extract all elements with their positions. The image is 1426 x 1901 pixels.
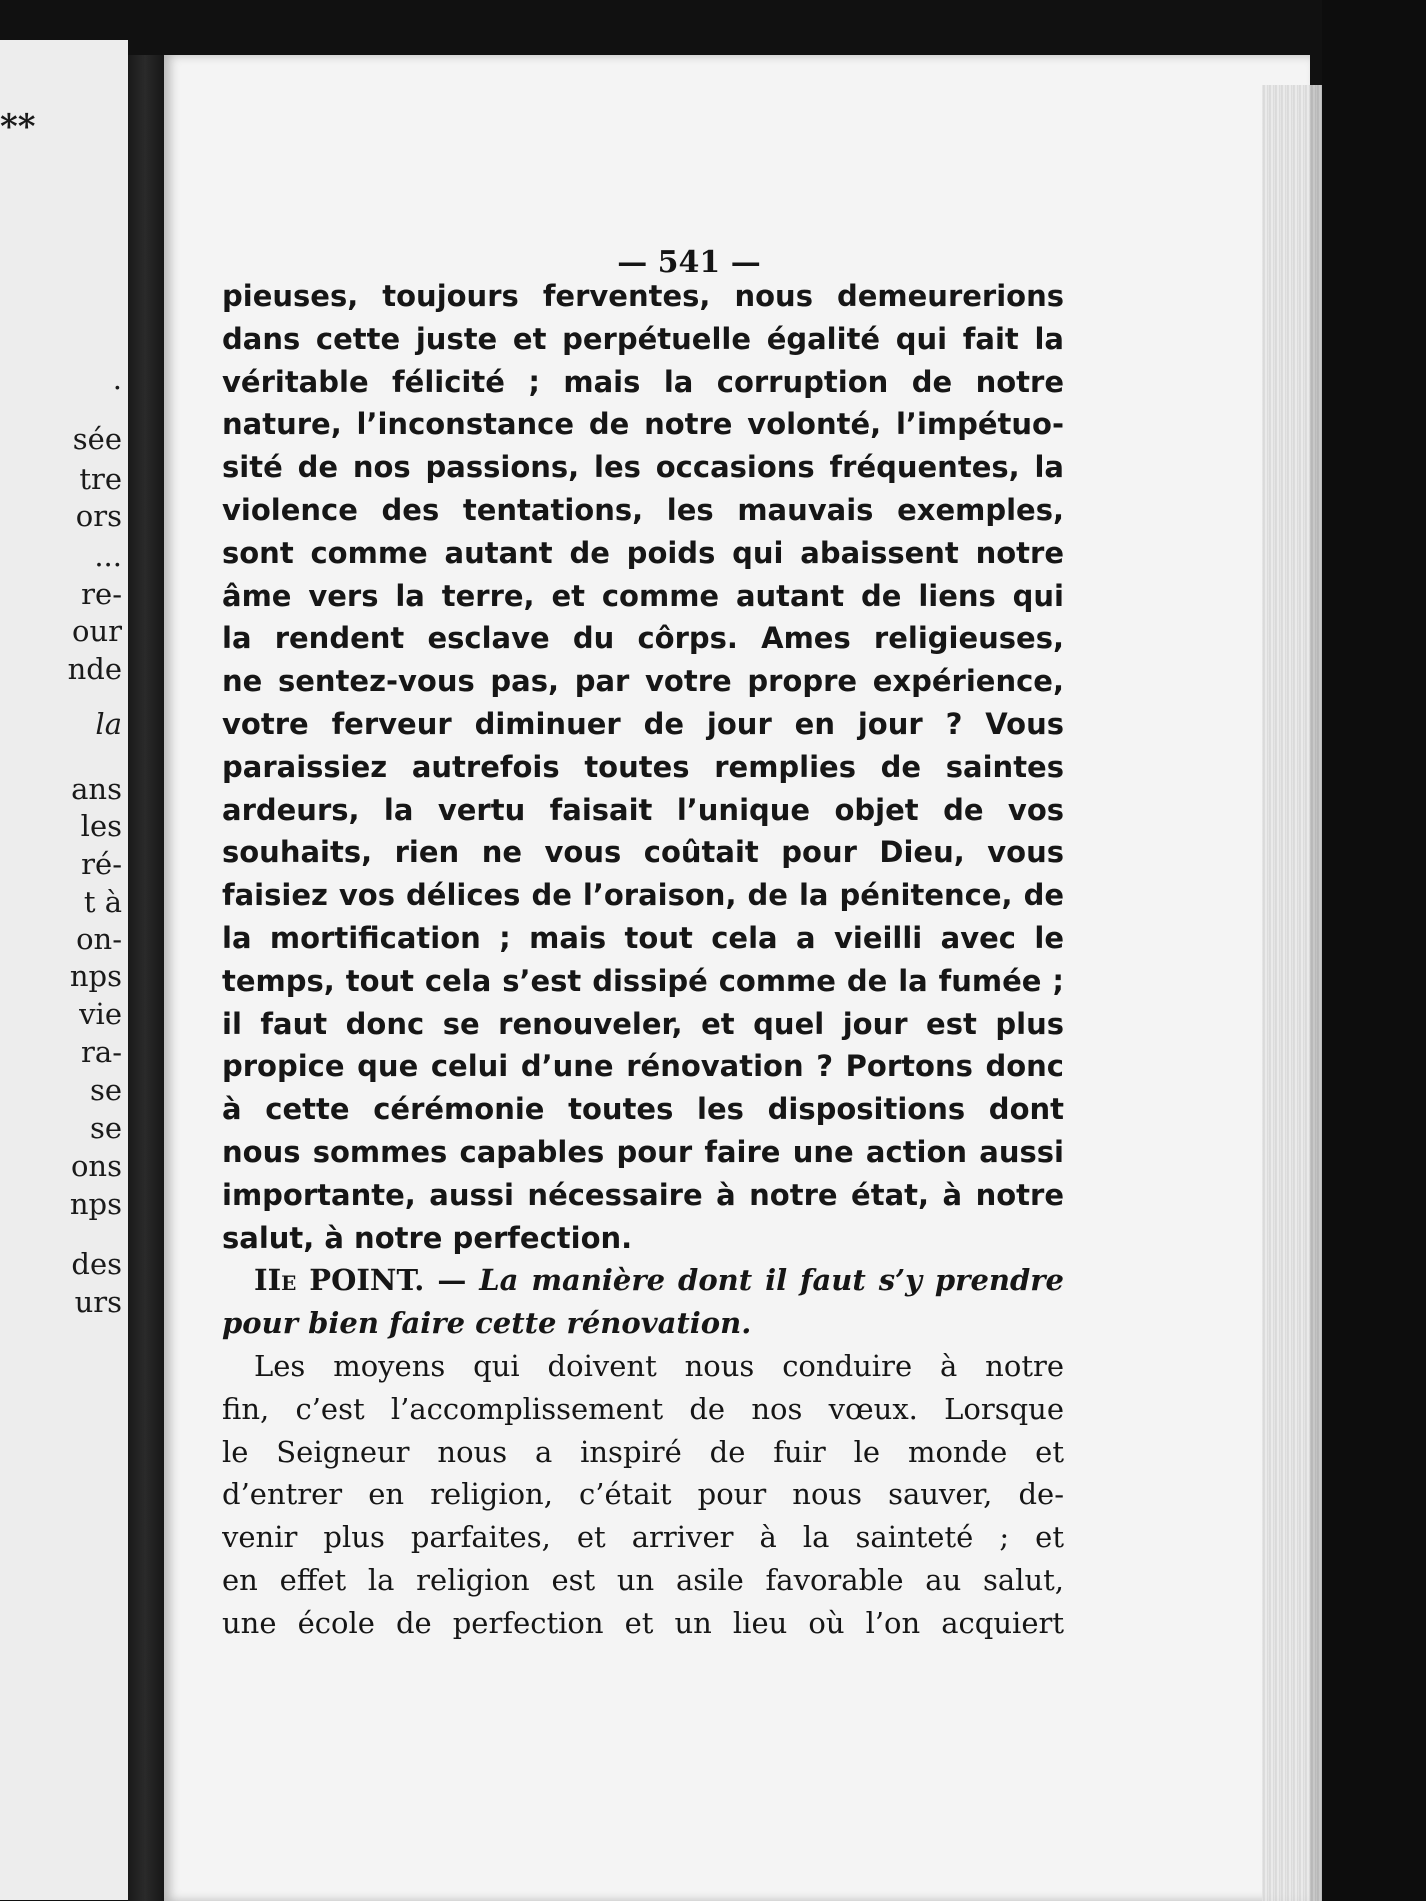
scan-background <box>1322 0 1426 1901</box>
page-number: — 541 — <box>617 245 761 280</box>
paragraph-1 <box>222 275 1064 1259</box>
page-edge-stack <box>1262 85 1322 1901</box>
text-line: souhaits, rien ne vous coûtait pour Dieu, vous <box>222 835 1064 870</box>
left-page-fragment: les <box>80 809 122 843</box>
text-line: temps, tout cela s’est dissipé comme de la fumée ; <box>222 963 1064 998</box>
text-line: la rendent esclave du côrps. Ames religieuses, <box>222 621 1064 656</box>
left-page-fragment: nde <box>67 652 122 686</box>
left-page-fragment: ors <box>75 499 122 533</box>
left-page-fragment: nps <box>69 959 122 993</box>
text-line: votre ferveur diminuer de jour en jour ? Vous <box>222 706 1064 741</box>
left-page-fragment: nps <box>69 1187 122 1221</box>
text-line: propice que celui d’une rénovation ? Portons donc <box>222 1049 1064 1084</box>
text-line: salut, à notre perfection. <box>222 1220 633 1255</box>
left-page-fragment: urs <box>74 1285 122 1319</box>
left-page-fragment: tre <box>79 462 122 496</box>
text-line: ardeurs, la vertu faisait l’unique objet de vos <box>222 792 1064 827</box>
text-line: sont comme autant de poids qui abaissent notre <box>222 535 1064 570</box>
left-page-fragment: se <box>89 1073 122 1107</box>
left-page-fragment: sée <box>72 422 122 456</box>
text-line: importante, aussi nécessaire à notre état, à notre <box>222 1177 1064 1212</box>
left-page-fragment: re- <box>81 577 122 611</box>
text-line: en effet la religion est un asile favorable au salut, <box>222 1562 1064 1597</box>
text-line: ne sentez-vous pas, par votre propre expérience, <box>222 664 1064 699</box>
left-page-fragment: ans <box>71 772 122 806</box>
left-page-fragment: ... <box>94 539 122 573</box>
paragraph-2 <box>222 1345 1064 1645</box>
left-page-fragment: ** <box>0 107 36 147</box>
left-page-fragment: ra- <box>81 1035 122 1069</box>
left-page-fragment: our <box>72 614 122 648</box>
left-page-fragment: se <box>89 1111 122 1145</box>
left-page-fragment: vie <box>79 997 122 1031</box>
text-line: nature, l’inconstance de notre volonté, l’impétuo- <box>222 407 1064 442</box>
section-heading-dash: — <box>424 1263 480 1298</box>
left-page-fragment: des <box>71 1247 122 1281</box>
section-heading-title-line-2: pour bien faire cette rénovation. <box>222 1306 752 1341</box>
text-line: d’entrer en religion, c’était pour nous sauver, de- <box>222 1477 1064 1512</box>
text-line: nous sommes capables pour faire une action aussi <box>222 1134 1064 1169</box>
left-page-fragment: ré- <box>81 847 122 881</box>
text-line: le Seigneur nous a inspiré de fuir le monde et <box>222 1434 1064 1469</box>
text-line: Les moyens qui doivent nous conduire à notre <box>254 1348 1064 1383</box>
text-line: sité de nos passions, les occasions fréquentes, la <box>222 450 1064 485</box>
text-line: une école de perfection et un lieu où l’on acquiert <box>222 1605 1064 1640</box>
left-page-fragment: t à <box>83 885 122 919</box>
text-line: faisiez vos délices de l’oraison, de la pénitence, de <box>222 878 1064 913</box>
section-heading-label: IIe POINT. <box>254 1263 425 1298</box>
section-heading <box>222 1259 1064 1302</box>
text-line: véritable félicité ; mais la corruption de notre <box>222 364 1064 399</box>
text-line: paraissiez autrefois toutes remplies de saintes <box>222 749 1064 784</box>
text-line: pieuses, toujours ferventes, nous demeurerions <box>222 279 1064 313</box>
left-page-fragment: la <box>95 707 122 741</box>
text-line: fin, c’est l’accomplissement de nos vœux. Lorsque <box>222 1391 1064 1426</box>
text-line: âme vers la terre, et comme autant de liens qui <box>222 578 1064 613</box>
text-line: venir plus parfaites, et arriver à la sainteté ; et <box>222 1520 1064 1555</box>
section-heading-title-line-1: La manière dont il faut s’y prendre <box>479 1263 1064 1298</box>
text-line: il faut donc se renouveler, et quel jour est plus <box>222 1006 1064 1041</box>
text-line: la mortification ; mais tout cela a vieilli avec le <box>222 920 1064 955</box>
text-line: violence des tentations, les mauvais exemples, <box>222 492 1064 527</box>
body-text <box>222 275 1064 1645</box>
left-page-fragment: on- <box>76 922 122 956</box>
left-facing-page <box>0 40 128 1900</box>
text-line: dans cette juste et perpétuelle égalité qui fait la <box>222 321 1064 356</box>
section-heading-line-2 <box>222 1302 1064 1345</box>
book-spine <box>128 55 166 1901</box>
text-line: à cette cérémonie toutes les dispositions dont <box>222 1092 1064 1127</box>
left-page-fragment: ons <box>70 1149 122 1183</box>
left-page-fragment: . <box>112 362 122 396</box>
